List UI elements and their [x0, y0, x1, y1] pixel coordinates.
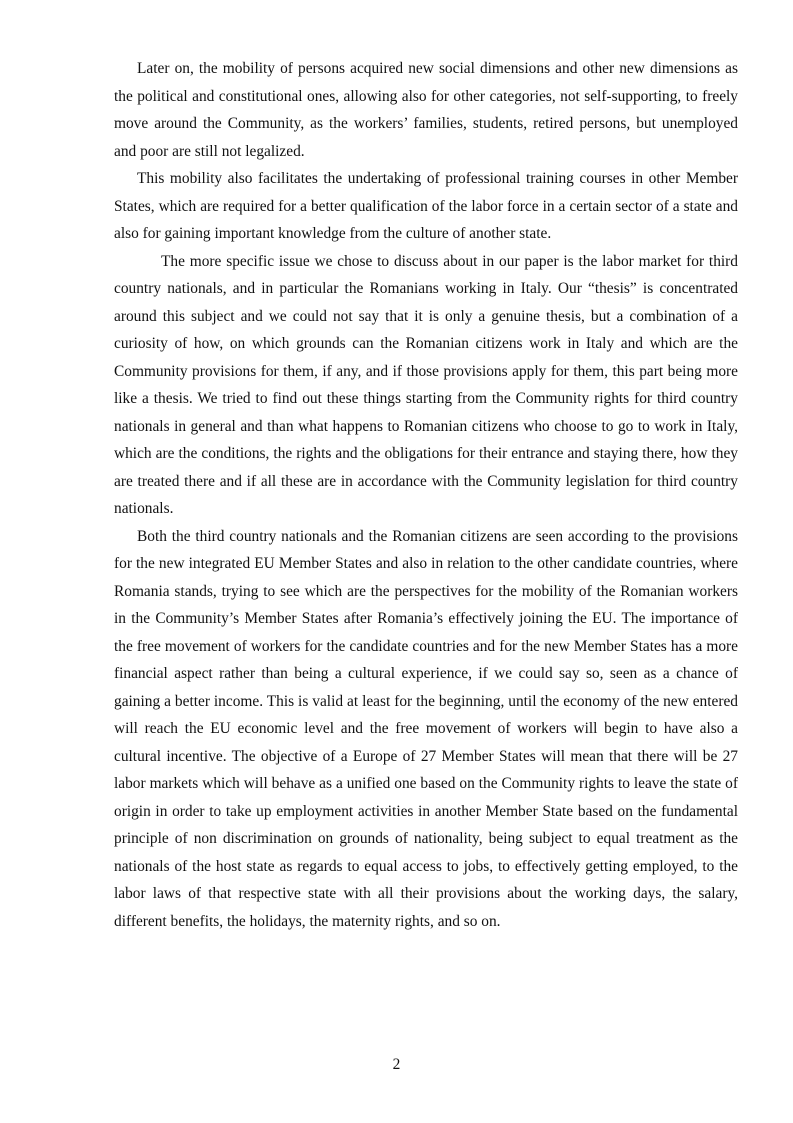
body-text	[114, 55, 738, 935]
page-number: 2	[392, 1056, 401, 1073]
paragraph-romanian-workers: Both the third country nationals and the Romanian citizens are seen according to the provisions for the new integrated EU Member States and also in relation to the other candidate countries, where Romania stands, trying to see which are the perspectives for the mobility of the Romanian workers in the Community’s Member States after Romania’s effectively joining the EU. The importance of the free movement of workers for the candidate countries and for the new Member States has a more financial aspect rather than being a cultural experience, if we could say so, seen as a chance of gaining a better income. This is valid at least for the beginning, until the economy of the new entered will reach the EU economic level and the free movement of workers will begin to have also a cultural incentive. The objective of a Europe of 27 Member States will mean that there will be 27 labor markets which will behave as a unified one based on the Community rights to leave the state of origin in order to take up employment activities in another Member State based on the fundamental principle of non discrimination on grounds of nationality, being subject to equal treatment as the nationals of the host state as regards to equal access to jobs, to effectively getting employed, to the labor laws of that respective state with all their provisions about the working days, the salary, different benefits, the holidays, the maternity rights, and so on.	[114, 527, 738, 930]
paragraph-training-courses: This mobility also facilitates the undertaking of professional training courses in other Member States, which are required for a better qualification of the labor force in a certain sector of a state and also for gaining important knowledge from the culture of another state.	[114, 170, 738, 242]
paragraph-thesis-topic: The more specific issue we chose to discuss about in our paper is the labor market for third country nationals, and in particular the Romanians working in Italy. Our “thesis” is concentrated around this subject and we could not say that it is only a genuine thesis, but a combination of a curiosity of how, on which grounds can the Romanian citizens work in Italy and which are the Community provisions for them, if any, and if those provisions apply for them, this part being more like a thesis. We tried to find out these things starting from the Community rights for third country nationals in general and than what happens to Romanian citizens who choose to go to work in Italy, which are the conditions, the rights and the obligations for their entrance and staying there, how they are treated there and if all these are in accordance with the Community legislation for third country nationals.	[114, 252, 738, 517]
paragraph-mobility-dimensions: Later on, the mobility of persons acquired new social dimensions and other new dimensions as the political and constitutional ones, allowing also for other categories, not self-supporting, to freely move around the Community, as the workers’ families, students, retired persons, but unemployed and poor are still not legalized.	[114, 60, 738, 160]
